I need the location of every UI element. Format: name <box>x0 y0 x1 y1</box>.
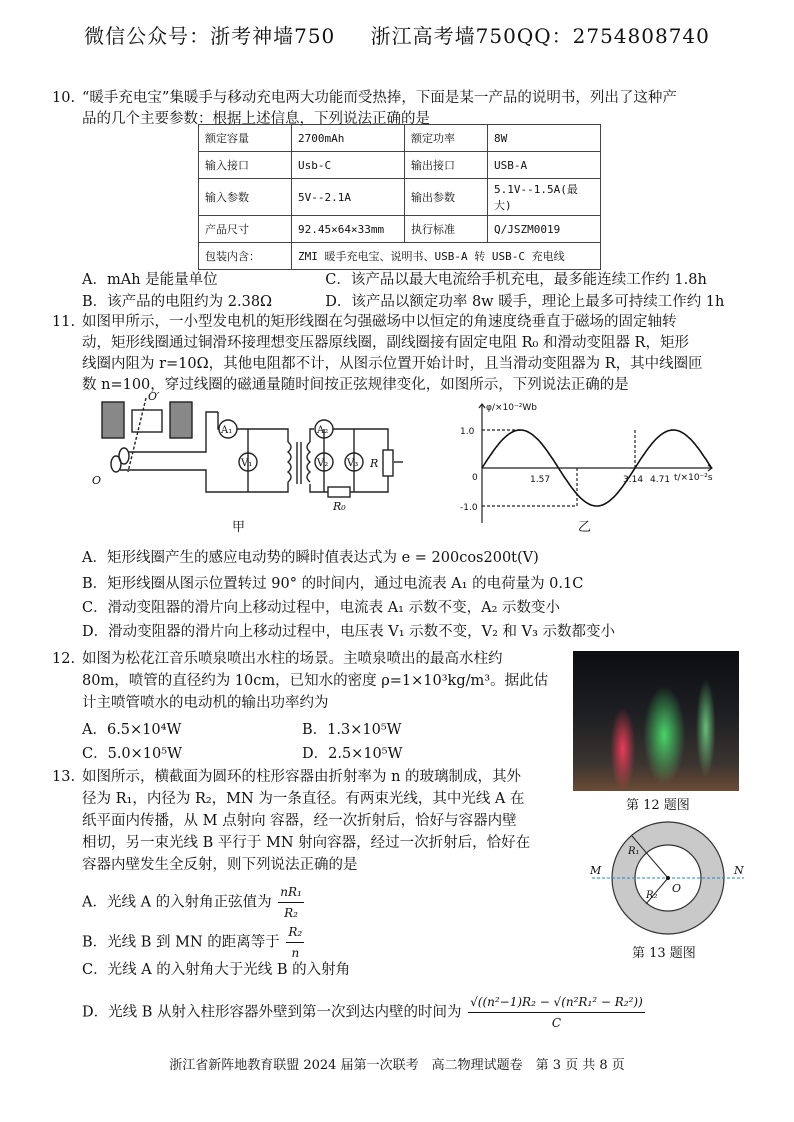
question-12 <box>52 648 572 714</box>
q11-option-b: B．矩形线圈从图示位置转过 90° 的时间内，通过电流表 A₁ 的电荷量为 0.1C <box>82 576 584 592</box>
q12-option-c: C．5.0×10⁵W <box>82 746 182 762</box>
q13-option-c: C．光线 A 的入射角大于光线 B 的入射角 <box>82 962 351 978</box>
coil <box>132 410 162 432</box>
table-cell: 5V--2.1A <box>292 179 405 216</box>
label-v1: V₁ <box>241 458 253 469</box>
table-cell: 2700mAh <box>292 125 405 152</box>
magnet-left <box>102 402 124 438</box>
q12-options-row2 <box>82 742 502 763</box>
q13-option-b-fraction <box>286 922 304 963</box>
transformer-primary <box>288 442 291 482</box>
q13-number: 13. <box>52 769 76 785</box>
graph-y-label: φ/×10⁻²Wb <box>486 403 537 413</box>
label-a1: A₁ <box>221 425 233 436</box>
label-v3: V₃ <box>347 458 359 469</box>
q13-line1: 如图所示，横截面为圆环的柱形容器由折射率为 n 的玻璃制成，其外 <box>82 769 522 785</box>
q12-caption: 第 12 题图 <box>626 798 690 813</box>
q11-option-d: D．滑动变阻器的滑片向上移动过程中，电压表 V₁ 示数不变，V₂ 和 V₃ 示数都变小 <box>82 624 616 640</box>
resistor-r0 <box>328 487 350 497</box>
table-cell: 包装内含： <box>199 243 292 270</box>
q11-line3: 线圈内阻为 r=10Ω，其他电阻都不计，从图示位置开始计时，且当滑动变阻器为 R，其中线圈匝 <box>82 356 703 372</box>
table-cell: 92.45×64×33mm <box>292 216 405 243</box>
q12-line2: 80m，喷管的直径约为 10cm，已知水的密度 ρ=1×10³kg/m³。据此估 <box>82 673 549 689</box>
rheostat-r <box>383 450 393 476</box>
q13-caption: 第 13 题图 <box>632 946 696 961</box>
q12-line1: 如图为松花江音乐喷泉喷出水柱的场景。主喷泉喷出的最高水柱约 <box>82 651 503 667</box>
q13-option-a <box>82 882 304 923</box>
q12-option-d: D．2.5×10⁵W <box>302 746 403 762</box>
question-13 <box>52 766 572 876</box>
table-cell: 8W <box>488 125 601 152</box>
graph-x-tick-3: 4.71 <box>650 475 671 485</box>
header-wechat: 微信公众号：浙考神墙750 <box>84 24 336 48</box>
label-r: R <box>370 457 379 470</box>
q11-line4: 数 n=100，穿过线圈的磁通量随时间按正弦规律变化，如图所示，下列说法正确的是 <box>82 377 629 393</box>
label-r2: R₂ <box>646 890 658 901</box>
q13-option-d-fraction <box>468 992 645 1033</box>
ring-figure <box>588 820 748 942</box>
q10-line1: “暖手充电宝”集暖手与移动充电两大功能而受热捧，下面是某一产品的说明书，列出了这种产 <box>82 90 677 106</box>
table-row <box>199 243 601 270</box>
label-o: O <box>92 474 102 487</box>
graph-x-tick-2: 3.14 <box>623 475 644 485</box>
graph-y-bottom: -1.0 <box>460 503 478 513</box>
q10-number: 10. <box>52 90 76 106</box>
q13-option-a-fraction <box>278 882 304 923</box>
q11-option-c: C．滑动变阻器的滑片向上移动过程中，电流表 A₁ 示数不变，A₂ 示数变小 <box>82 600 560 616</box>
q10-option-a: A．mAh 是能量单位 <box>82 272 218 288</box>
q10-options-row1 <box>82 268 762 289</box>
q10-line2: 品的几个主要参数：根据上述信息，下列说法正确的是 <box>82 111 430 127</box>
fraction-numerator: √((n²−1)R₂ − √(n²R₁² − R₂²)) <box>468 992 645 1013</box>
table-cell: 输入接口 <box>199 152 292 179</box>
figure-a-label: 甲 <box>232 520 246 535</box>
q11-number: 11. <box>52 314 76 330</box>
q13-line5: 容器内壁发生全反射，则下列说法正确的是 <box>82 857 358 873</box>
fraction-denominator: R₂ <box>284 906 298 920</box>
page-header <box>0 20 794 49</box>
graph-origin: 0 <box>472 473 478 483</box>
fraction-denominator: n <box>291 946 300 960</box>
table-cell: ZMI 暖手充电宝、说明书、USB-A 转 USB-C 充电线 <box>292 243 601 270</box>
q13-option-d <box>82 992 645 1033</box>
table-row <box>199 152 601 179</box>
table-row <box>199 125 601 152</box>
q13-option-b <box>82 922 304 963</box>
label-o-prime: O′ <box>148 392 160 403</box>
flux-graph <box>460 398 720 526</box>
q12-option-a: A．6.5×10⁴W <box>82 722 182 738</box>
label-v2: V₂ <box>317 458 329 469</box>
table-cell: 执行标准 <box>405 216 488 243</box>
q11-line2: 动，矩形线圈通过铜滑环接理想变压器原线圈，副线圈接有固定电阻 R₀ 和滑动变阻器 R，矩形 <box>82 335 689 351</box>
figure-b-label: 乙 <box>578 520 592 535</box>
magnet-right <box>170 402 192 438</box>
label-r0: R₀ <box>333 500 346 513</box>
table-cell: 5.1V--1.5A(最大) <box>488 179 601 216</box>
table-cell: Q/JSZM0019 <box>488 216 601 243</box>
q12-number: 12. <box>52 651 76 667</box>
label-a2: A₂ <box>317 425 329 436</box>
question-11 <box>52 312 752 396</box>
q13-line3: 纸平面内传播，从 M 点射向 容器，经一次折射后，恰好与容器内壁 <box>82 813 517 829</box>
q12-line3: 计主喷管喷水的电动机的输出功率约为 <box>82 695 329 711</box>
table-cell: 输出接口 <box>405 152 488 179</box>
fraction-denominator: C <box>551 1016 562 1030</box>
q13-line4: 相切，另一束光线 B 平行于 MN 射向容器，经过一次折射后，恰好在 <box>82 835 531 851</box>
q13-line2: 径为 R₁，内径为 R₂，MN 为一条直径。有两束光线，其中光线 A 在 <box>82 791 525 807</box>
q13-option-b-text: B．光线 B 到 MN 的距离等于 <box>82 934 280 951</box>
graph-x-tick-1: 1.57 <box>530 475 551 485</box>
q12-option-b: B．1.3×10⁵W <box>302 722 402 738</box>
table-cell: USB-A <box>488 152 601 179</box>
q10-option-b: B．该产品的电阻约为 2.38Ω <box>82 294 273 310</box>
table-cell: 输入参数 <box>199 179 292 216</box>
table-cell: 输出参数 <box>405 179 488 216</box>
transformer-secondary <box>307 442 310 482</box>
fraction-numerator: R₂ <box>286 922 304 943</box>
label-o: O <box>672 882 682 895</box>
q10-option-d: D．该产品以额定功率 8w 暖手，理论上最多可持续工作约 1h <box>325 294 725 310</box>
q13-option-a-text: A．光线 A 的入射角正弦值为 <box>82 894 272 911</box>
graph-y-top: 1.0 <box>460 427 475 437</box>
table-cell: 额定功率 <box>405 125 488 152</box>
table-row <box>199 179 601 216</box>
q10-options-row2 <box>82 290 762 311</box>
q11-line1: 如图甲所示，一小型发电机的矩形线圈在匀强磁场中以恒定的角速度绕垂直于磁场的固定轴转 <box>82 314 677 330</box>
circuit-figure <box>88 392 408 532</box>
page-footer: 浙江省新阵地教育联盟 2024 届第一次联考 高二物理试题卷 第 3 页 共 8 页 <box>169 1058 625 1073</box>
label-n: N <box>734 864 744 877</box>
table-cell: Usb-C <box>292 152 405 179</box>
q12-options-row1 <box>82 718 502 739</box>
fraction-numerator: nR₁ <box>278 882 304 903</box>
table-row <box>199 216 601 243</box>
spec-table <box>198 124 601 270</box>
fountain-photo <box>573 651 739 791</box>
graph-x-label: t/×10⁻²s <box>674 473 713 483</box>
q11-option-a: A．矩形线圈产生的感应电动势的瞬时值表达式为 e = 200cos200t(V) <box>82 550 539 566</box>
table-cell: 额定容量 <box>199 125 292 152</box>
label-m: M <box>590 864 602 877</box>
header-qq: 浙江高考墙750QQ：2754808740 <box>370 24 710 48</box>
q13-option-d-text: D．光线 B 从射入柱形容器外壁到第一次到达内壁的时间为 <box>82 1004 462 1021</box>
table-cell: 产品尺寸 <box>199 216 292 243</box>
label-r1: R₁ <box>628 846 640 857</box>
q10-option-c: C．该产品以最大电流给手机充电，最多能连续工作约 1.8h <box>325 272 707 288</box>
